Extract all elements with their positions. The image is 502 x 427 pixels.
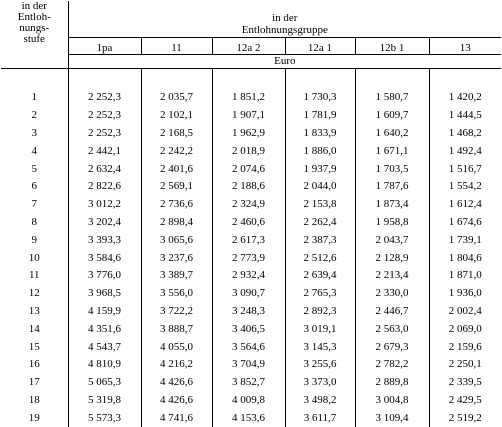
unit-label: Euro	[68, 55, 501, 69]
value-cell: 2 242,2	[141, 142, 212, 160]
value-cell: 2 446,7	[355, 303, 429, 321]
value-cell: 1 833,9	[285, 125, 355, 143]
value-cell: 3 202,4	[68, 214, 141, 232]
value-cell: 1 851,2	[212, 89, 285, 107]
value-cell: 2 330,0	[355, 285, 429, 303]
value-cell: 2 892,3	[285, 303, 355, 321]
stufe-cell: 8	[1, 214, 68, 232]
value-cell: 1 671,1	[355, 142, 429, 160]
value-cell: 3 406,5	[212, 320, 285, 338]
stub-line: stufe	[23, 33, 45, 45]
value-cell: 2 102,1	[141, 107, 212, 125]
stufe-cell: 9	[1, 231, 68, 249]
stufe-cell: 4	[1, 142, 68, 160]
value-cell: 1 609,7	[355, 107, 429, 125]
value-cell: 1 787,6	[355, 178, 429, 196]
value-cell: 3 255,6	[285, 356, 355, 374]
column-header: 12a 1	[285, 38, 355, 55]
value-cell: 3 393,3	[68, 231, 141, 249]
value-cell: 2 429,5	[448, 393, 482, 406]
stufe-cell: 7	[1, 196, 68, 214]
value-cell: 2 252,3	[68, 89, 141, 107]
value-cell: 2 213,4	[355, 267, 429, 285]
value-cell: 4 543,7	[68, 338, 141, 356]
value-cell: 2 159,6	[448, 340, 482, 353]
column-header: 12b 1	[355, 38, 429, 55]
value-cell: 2 153,8	[285, 196, 355, 214]
value-cell: 2 460,6	[212, 214, 285, 232]
value-cell: 4 055,0	[141, 338, 212, 356]
value-cell: 2 262,4	[285, 214, 355, 232]
header-group-label: Entlohnungsgruppe	[68, 24, 501, 38]
value-cell: 2 679,3	[355, 338, 429, 356]
stufe-cell: 18	[1, 392, 68, 410]
value-cell: 3 237,6	[141, 249, 212, 267]
value-cell: 1 674,6	[448, 215, 482, 228]
value-cell: 3 498,2	[285, 392, 355, 410]
value-cell: 3 109,4	[355, 409, 429, 427]
value-cell: 3 776,0	[68, 267, 141, 285]
value-cell: 4 009,8	[212, 392, 285, 410]
column-header: 13	[429, 38, 501, 55]
value-cell: 1 703,5	[355, 160, 429, 178]
table-row	[1, 249, 501, 267]
stufe-cell: 1	[1, 89, 68, 107]
table-row	[1, 231, 501, 249]
value-cell: 2 128,9	[355, 249, 429, 267]
stufe-cell: 17	[1, 374, 68, 392]
table-row	[1, 107, 501, 125]
stufe-cell: 13	[1, 303, 68, 321]
value-cell: 1 420,2	[448, 91, 482, 104]
value-cell: 3 888,7	[141, 320, 212, 338]
value-cell: 1 468,2	[448, 126, 482, 139]
value-cell: 2 569,1	[141, 178, 212, 196]
value-cell: 3 704,9	[212, 356, 285, 374]
value-cell: 2 617,3	[212, 231, 285, 249]
value-cell: 4 153,6	[212, 409, 285, 427]
table-row	[1, 89, 501, 107]
value-cell: 5 319,8	[68, 392, 141, 410]
salary-table	[1, 1, 501, 427]
value-cell: 2 563,0	[355, 320, 429, 338]
value-cell: 1 554,2	[448, 180, 482, 193]
value-cell: 2 519,2	[448, 411, 482, 424]
value-cell: 2 512,6	[285, 249, 355, 267]
spacer-cell	[141, 69, 212, 90]
value-cell: 3 611,7	[285, 409, 355, 427]
header-top: in der	[272, 12, 298, 24]
value-cell: 4 426,6	[141, 392, 212, 410]
value-cell: 1 907,1	[212, 107, 285, 125]
value-cell: 4 426,6	[141, 374, 212, 392]
value-cell: 4 159,9	[68, 303, 141, 321]
value-cell: 2 765,3	[285, 285, 355, 303]
table-row	[1, 178, 501, 196]
value-cell: 3 389,7	[141, 267, 212, 285]
value-cell: 2 782,2	[355, 356, 429, 374]
value-cell: 5 065,3	[68, 374, 141, 392]
value-cell: 2 339,5	[448, 376, 482, 389]
stufe-cell: 15	[1, 338, 68, 356]
stub-header	[1, 1, 68, 69]
column-header: 11	[141, 38, 212, 55]
table-row	[1, 409, 501, 427]
stufe-cell: 12	[1, 285, 68, 303]
value-cell: 1 612,4	[448, 198, 482, 211]
spacer-cell	[212, 69, 285, 90]
value-cell: 3 852,7	[212, 374, 285, 392]
stufe-cell: 11	[1, 267, 68, 285]
table-row	[1, 267, 501, 285]
value-cell: 3 012,2	[68, 196, 141, 214]
value-cell: 2 044,0	[285, 178, 355, 196]
value-cell: 2 069,0	[448, 322, 482, 335]
value-cell: 1 886,0	[285, 142, 355, 160]
value-cell: 3 019,1	[285, 320, 355, 338]
value-cell: 2 889,8	[355, 374, 429, 392]
stufe-cell: 16	[1, 356, 68, 374]
spacer-row	[1, 69, 501, 90]
table-row	[1, 214, 501, 232]
value-cell: 2 043,7	[355, 231, 429, 249]
value-cell: 5 573,3	[68, 409, 141, 427]
column-header: 1pa	[68, 38, 141, 55]
value-cell: 2 074,6	[212, 160, 285, 178]
table-row	[1, 303, 501, 321]
value-cell: 3 968,5	[68, 285, 141, 303]
spacer-cell	[285, 69, 355, 90]
table-row	[1, 196, 501, 214]
value-cell: 3 145,3	[285, 338, 355, 356]
value-cell: 2 018,9	[212, 142, 285, 160]
stufe-cell: 3	[1, 125, 68, 143]
table-row	[1, 160, 501, 178]
table-row	[1, 374, 501, 392]
spacer-cell	[68, 69, 141, 90]
value-cell: 3 584,6	[68, 249, 141, 267]
spacer-cell	[1, 69, 68, 90]
value-cell: 2 442,1	[68, 142, 141, 160]
value-cell: 1 781,9	[285, 107, 355, 125]
stufe-cell: 2	[1, 107, 68, 125]
value-cell: 3 564,6	[212, 338, 285, 356]
value-cell: 2 250,1	[448, 358, 482, 371]
value-cell: 2 168,5	[141, 125, 212, 143]
value-cell: 3 373,0	[285, 374, 355, 392]
stub-line: nungs-	[19, 22, 50, 34]
value-cell: 2 736,6	[141, 196, 212, 214]
value-cell: 2 932,4	[212, 267, 285, 285]
stub-line: Entloh-	[17, 11, 51, 23]
value-cell: 1 937,9	[285, 160, 355, 178]
value-cell: 1 936,0	[448, 287, 482, 300]
value-cell: 1 730,3	[285, 89, 355, 107]
value-cell: 2 639,4	[285, 267, 355, 285]
value-cell: 4 741,6	[141, 409, 212, 427]
value-cell: 3 722,2	[141, 303, 212, 321]
value-cell: 2 898,4	[141, 214, 212, 232]
value-cell: 2 632,4	[68, 160, 141, 178]
value-cell: 3 004,8	[355, 392, 429, 410]
value-cell: 4 216,2	[141, 356, 212, 374]
value-cell: 2 188,6	[212, 178, 285, 196]
value-cell: 1 871,0	[448, 269, 482, 282]
spacer-cell	[355, 69, 429, 90]
value-cell: 2 773,9	[212, 249, 285, 267]
table-row	[1, 392, 501, 410]
table-row	[1, 320, 501, 338]
value-cell: 1 492,4	[448, 144, 482, 157]
value-cell: 1 804,6	[448, 251, 482, 264]
value-cell: 3 065,6	[141, 231, 212, 249]
stub-line: in der	[21, 0, 47, 12]
value-cell: 1 873,4	[355, 196, 429, 214]
value-cell: 1 962,9	[212, 125, 285, 143]
table-row	[1, 125, 501, 143]
column-header: 12a 2	[212, 38, 285, 55]
stufe-cell: 10	[1, 249, 68, 267]
value-cell: 1 580,7	[355, 89, 429, 107]
value-cell: 2 387,3	[285, 231, 355, 249]
value-cell: 2 324,9	[212, 196, 285, 214]
stufe-cell: 5	[1, 160, 68, 178]
stufe-cell: 6	[1, 178, 68, 196]
value-cell: 3 556,0	[141, 285, 212, 303]
stufe-cell: 19	[1, 409, 68, 427]
value-cell: 4 351,6	[68, 320, 141, 338]
value-cell: 2 252,3	[68, 125, 141, 143]
value-cell: 1 444,5	[448, 109, 482, 122]
stufe-cell: 14	[1, 320, 68, 338]
value-cell: 3 090,7	[212, 285, 285, 303]
table-row	[1, 142, 501, 160]
value-cell: 1 958,8	[355, 214, 429, 232]
value-cell: 2 401,6	[141, 160, 212, 178]
value-cell: 2 252,3	[68, 107, 141, 125]
value-cell: 2 002,4	[448, 304, 482, 317]
table-row	[1, 356, 501, 374]
value-cell: 1 640,2	[355, 125, 429, 143]
value-cell: 2 035,7	[141, 89, 212, 107]
value-cell: 1 516,7	[448, 162, 482, 175]
table-row	[1, 338, 501, 356]
table-row	[1, 285, 501, 303]
value-cell: 2 822,6	[68, 178, 141, 196]
value-cell: 4 810,9	[68, 356, 141, 374]
spacer-cell	[429, 69, 501, 90]
value-cell: 3 248,3	[212, 303, 285, 321]
value-cell: 1 739,1	[448, 233, 482, 246]
